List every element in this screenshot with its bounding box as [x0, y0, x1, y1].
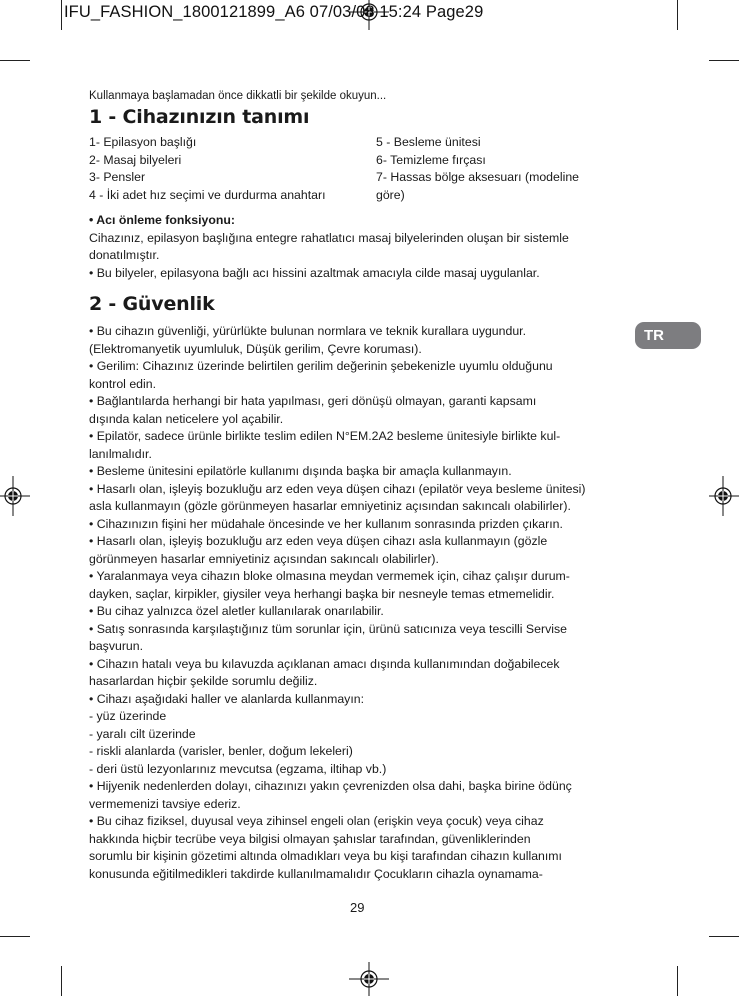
safety-line: • Satış sonrasında karşılaştığınız tüm sorunlar için, ürünü satıcınıza veya tescilli Servise [89, 621, 567, 636]
crop-mark [61, 0, 62, 30]
safety-line: - riskli alanlarda (varisler, benler, doğum lekeleri) [89, 744, 353, 758]
crop-mark [0, 936, 30, 937]
safety-line: hasarlardan hiçbir şekilde sorumlu değiliz. [89, 674, 318, 688]
part-item: 4 - İki adet hız seçimi ve durdurma anahtarı [89, 187, 326, 202]
safety-line: • Besleme ünitesini epilatörle kullanımı dışında başka bir amaçla kullanmayın. [89, 464, 512, 478]
safety-line: görünmeyen hasarlar emniyetiniz açısından sakıncalı olabilirler). [89, 551, 439, 566]
safety-text [89, 323, 631, 883]
safety-line: • Cihazın hatalı veya bu kılavuzda açıklanan amacı dışında kullanımından doğabilecek [89, 656, 560, 671]
safety-line: - deri üstü lezyonlarınız mevcutsa (egzama, iltihap vb.) [89, 761, 387, 776]
feature-line: donatılmıştır. [89, 248, 160, 262]
safety-line: vermemenizi tavsiye ederiz. [89, 796, 241, 811]
registration-mark-icon [709, 476, 739, 516]
safety-line: • Bu cihaz yalnızca özel aletler kullanılarak onarılabilir. [89, 604, 384, 618]
safety-line: dışında kalan neticelere yol açabilir. [89, 411, 284, 426]
part-item: göre) [376, 187, 405, 202]
crop-mark [709, 936, 739, 937]
part-item: 7- Hassas bölge aksesuarı (modeline [376, 170, 580, 184]
part-item: 3- Pensler [89, 170, 146, 184]
crop-mark [0, 60, 30, 61]
safety-line: (Elektromanyetik uyumluluk, Düşük gerilim, Çevre koruması). [89, 341, 422, 356]
safety-line: • Epilatör, sadece ürünle birlikte teslim edilen N°EM.2A2 besleme ünitesiyle birlikte kul- [89, 429, 561, 443]
part-item: 1- Epilasyon başlığı [89, 135, 197, 149]
section-2-title: 2 - Güvenlik [89, 293, 215, 315]
page-number: 29 [350, 900, 365, 915]
safety-line: kontrol edin. [89, 376, 156, 391]
safety-line: dayken, saçlar, kirpikler, giysiler veya herhangi başka bir nesneyle temas etmemelidir. [89, 586, 555, 601]
safety-line: • Hasarlı olan, işleyiş bozukluğu arz eden veya düşen cihazı asla kullanmayın (gözle [89, 534, 548, 548]
section-1-title: 1 - Cihazınızın tanımı [89, 106, 310, 128]
registration-mark-icon [0, 476, 30, 516]
safety-line: sorumlu bir kişinin gözetimi altında olmadıkları veya bu kişi tarafından cihazın kullanımı [89, 849, 562, 863]
safety-line: • Bu cihaz fiziksel, duyusal veya zihinsel engeli olan (erişkin veya çocuk) veya cihaz [89, 814, 544, 828]
safety-line: - yüz üzerinde [89, 709, 167, 723]
crop-mark [677, 0, 678, 30]
safety-line: • Bağlantılarda herhangi bir hata yapılması, geri dönüşü olmayan, garanti kapsamı [89, 394, 537, 408]
safety-line: konusunda eğitilmedikleri takdirde kullanılmamalıdır Çocukların cihazla oynamama- [89, 866, 543, 881]
safety-line: • Bu cihazın güvenliği, yürürlükte bulunan normlara ve teknik kurallara uygundur. [89, 324, 526, 338]
part-item: 5 - Besleme ünitesi [376, 135, 481, 149]
safety-line: asla kullanmayın (gözle görünmeyen hasarlar emniyetiniz açısından sakıncalı olabilirler). [89, 499, 571, 513]
feature-line: Cihazınız, epilasyon başlığına entegre rahatlatıcı masaj bilyelerinden oluşan bir sistemle [89, 230, 569, 245]
safety-line: • Cihazı aşağıdaki haller ve alanlarda kullanmayın: [89, 691, 364, 706]
safety-line: • Gerilim: Cihazınız üzerinde belirtilen gerilim değerinin şebekenizle uyumlu olduğunu [89, 359, 553, 373]
safety-line: - yaralı cilt üzerinde [89, 726, 196, 741]
feature-line: • Bu bilyeler, epilasyona bağlı acı hissini azaltmak amacıyla cilde masaj uygulanlar. [89, 265, 540, 280]
part-item: 2- Masaj bilyeleri [89, 152, 182, 167]
safety-line: • Hijyenik nedenlerden dolayı, cihazınızı yakın çevrenizden olsa dahi, başka birine ödünç [89, 779, 572, 793]
crop-mark [677, 966, 678, 996]
registration-mark-icon [349, 962, 389, 996]
language-badge: TR [635, 322, 701, 349]
safety-line: başvurun. [89, 639, 144, 653]
crop-mark [61, 966, 62, 996]
crop-mark [709, 60, 739, 61]
safety-line: • Yaralanmaya veya cihazın bloke olmasına meydan vermemek için, cihaz çalışır durum- [89, 569, 570, 583]
parts-list-left [89, 134, 325, 204]
safety-line: hakkında hiçbir tecrübe veya bilgisi olmayan şahıslar tarafından, güvenliklerinden [89, 831, 531, 846]
feature-title: • Acı önleme fonksiyonu: [89, 213, 235, 227]
parts-list-right [376, 134, 579, 204]
print-slug: IFU_FASHION_1800121899_A6 07/03/08 15:24 Page29 [64, 3, 484, 21]
safety-line: • Cihazınızın fişini her müdahale öncesinde ve her kullanım sonrasında prizden çıkarın. [89, 516, 563, 531]
intro-text: Kullanmaya başlamadan önce dikkatli bir şekilde okuyun... [89, 90, 387, 102]
safety-line: lanılmalıdır. [89, 446, 152, 461]
safety-line: • Hasarlı olan, işleyiş bozukluğu arz eden veya düşen cihazı (epilatör veya besleme ünitesi) [89, 481, 586, 496]
part-item: 6- Temizleme fırçası [376, 152, 486, 167]
feature-block [89, 212, 631, 282]
